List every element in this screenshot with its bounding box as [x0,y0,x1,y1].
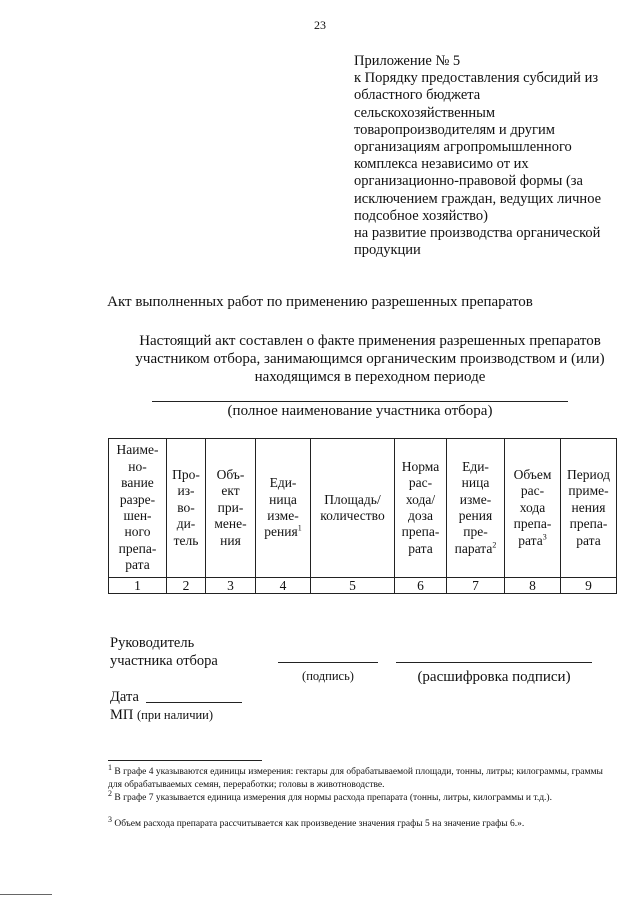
appendix-line: областного бюджета [354,87,481,104]
intro-paragraph [100,332,640,386]
header-cell: Про- из- во- ди- тель [167,439,206,578]
table-header-row [109,439,617,578]
works-table [108,438,617,594]
appendix-line: подсобное хозяйство) [354,207,488,224]
column-number: 5 [311,578,395,594]
column-number: 9 [561,578,617,594]
appendix-line: продукции [354,242,421,259]
appendix-line: товаропроизводителям и другим [354,121,555,138]
signature-caption: (подпись) [302,669,354,683]
appendix-line: организациям агропромышленного [354,139,572,156]
column-number: 1 [109,578,167,594]
footnote-3: $^3$ Объем расхода препарата рассчитывается как произведение значения графы 5 на значение графы 6.». [108,814,525,829]
appendix-header [354,53,624,259]
footnote-2: $^2$ В графе 7 указывается единица измерения для нормы расхода препарата (тонны, литры, килограммы и т.д.). [108,788,552,803]
date-line [146,702,242,703]
appendix-line: исключением граждан, ведущих личное [354,190,602,207]
signature-decode-caption: (расшифровка подписи) [417,669,571,685]
appendix-line: к Порядку предоставления субсидий из [354,70,599,87]
column-number: 6 [395,578,447,594]
header-cell: Норма рас- хода/ доза препа- рата [395,439,447,578]
footnote-1: $^1$ В графе 4 указываются единицы измерения: гектары для обрабатываемой площади, тонны, литры; килограммы, граммы для обрабатываемых семян, переработки; головы в животноводстве. [108,762,603,790]
column-number: 4 [256,578,311,594]
footnote-separator [108,760,262,761]
header-cell: Еди- ница изме- рения пре- парата$^2$ [447,439,505,578]
appendix-line: Приложение № 5 [354,53,461,69]
appendix-line: на развитие производства органической [354,225,601,242]
document-title: Акт выполненных работ по применению разрешенных препаратов [107,294,533,310]
appendix-line: комплекса независимо от их [354,156,529,173]
header-cell: Еди- ница изме- рения$^1$ [256,439,311,578]
appendix-line: организационно-правовой формы (за [354,173,583,190]
column-number: 2 [167,578,206,594]
table-number-row [109,578,617,594]
intro-line: Настоящий акт составлен о факте применения разрешенных препаратов [139,333,601,349]
intro-line: участником отбора, занимающимся органическим производством и (или) [135,351,605,367]
intro-line: находящимся в переходном периоде [254,369,486,385]
header-cell: Объем рас- хода препа- рата$^3$ [505,439,561,578]
appendix-line: сельскохозяйственным [354,104,496,121]
participant-name-caption: (полное наименование участника отбора) [227,403,493,419]
page-number: 23 [314,18,326,32]
seal-label: МП (при наличии) [110,707,214,723]
column-number: 3 [206,578,256,594]
signature-decode-line [396,662,592,663]
column-number: 7 [447,578,505,594]
column-number: 8 [505,578,561,594]
role-label-line1: Руководитель [110,635,195,651]
header-cell: Наиме- но- вание разре- шен- ного препа- рата [109,439,167,578]
signature-line [278,662,378,663]
header-cell: Объ- ект при- мене- ния [206,439,256,578]
header-cell: Площадь/ количество [311,439,395,578]
date-label: Дата [110,689,139,705]
header-cell: Период приме- нения препа- рата [561,439,617,578]
scan-edge-line [0,894,52,895]
participant-name-line [152,401,568,402]
role-label-line2: участника отбора [110,653,218,669]
